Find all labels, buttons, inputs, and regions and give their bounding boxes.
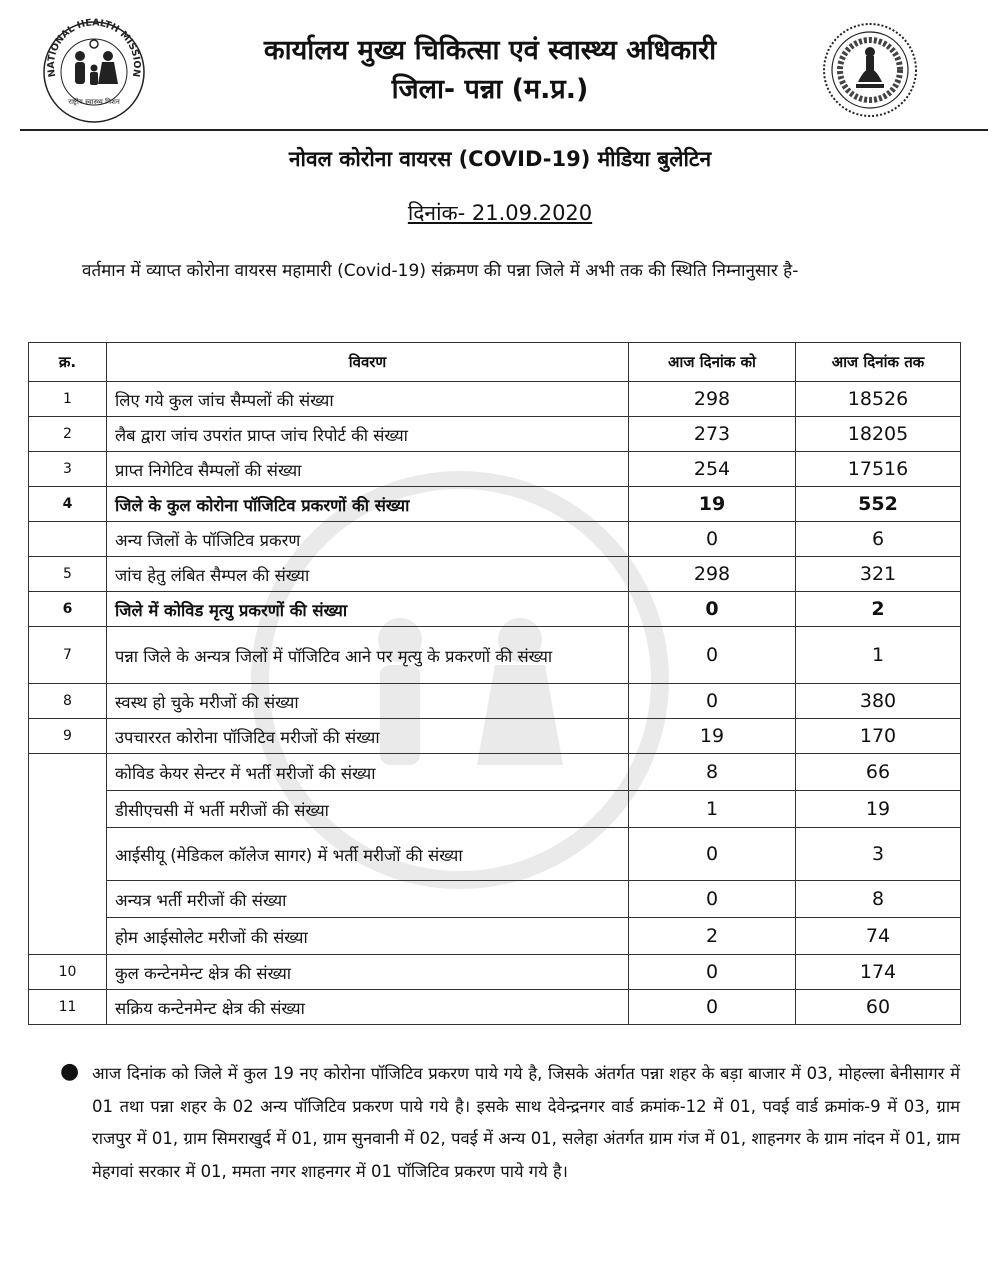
row-description: जिले के कुल कोरोना पॉजिटिव प्रकरणों की संख्या xyxy=(107,487,629,522)
row-today: 0 xyxy=(629,881,796,918)
row-serial: 8 xyxy=(29,684,107,719)
table-row xyxy=(29,918,961,955)
table-row xyxy=(29,627,961,684)
table-row xyxy=(29,382,961,417)
table-row xyxy=(29,417,961,452)
bulletin-date: दिनांक- 21.09.2020 xyxy=(407,201,593,225)
row-today: 0 xyxy=(629,684,796,719)
row-serial: 4 xyxy=(29,487,107,522)
row-today: 0 xyxy=(629,522,796,557)
table-row xyxy=(29,557,961,592)
row-total: 170 xyxy=(796,719,961,754)
row-today: 298 xyxy=(629,557,796,592)
covid-stats-table xyxy=(28,342,961,1025)
mp-state-emblem xyxy=(820,20,920,120)
row-serial: 10 xyxy=(29,955,107,990)
table-row xyxy=(29,684,961,719)
table-row xyxy=(29,990,961,1025)
table-row xyxy=(29,592,961,627)
row-serial: 1 xyxy=(29,382,107,417)
row-description: लैब द्वारा जांच उपरांत प्राप्त जांच रिपोर्ट की संख्या xyxy=(107,417,629,452)
row-description: उपचाररत कोरोना पॉजिटिव मरीजों की संख्या xyxy=(107,719,629,754)
bullet-note xyxy=(60,1058,960,1188)
row-today: 0 xyxy=(629,592,796,627)
left-logo-subtext: राष्ट्रीय स्वास्थ्य मिशन xyxy=(68,98,120,106)
row-today: 0 xyxy=(629,990,796,1025)
row-today: 273 xyxy=(629,417,796,452)
row-total: 6 xyxy=(796,522,961,557)
row-today: 2 xyxy=(629,918,796,955)
row-today: 19 xyxy=(629,719,796,754)
row-serial: 7 xyxy=(29,627,107,684)
table-header-row xyxy=(29,343,961,382)
header-divider xyxy=(20,129,988,131)
row-description: कुल कन्टेनमेन्ट क्षेत्र की संख्या xyxy=(107,955,629,990)
row-description: प्राप्त निगेटिव सैम्पलों की संख्या xyxy=(107,452,629,487)
row-description: अन्य जिलों के पॉजिटिव प्रकरण xyxy=(107,522,629,557)
row-total: 380 xyxy=(796,684,961,719)
row-today: 0 xyxy=(629,828,796,881)
table-row xyxy=(29,828,961,881)
left-logo-arc-text: NATIONAL HEALTH MISSION xyxy=(45,18,143,78)
row-total: 2 xyxy=(796,592,961,627)
row-serial xyxy=(29,522,107,557)
office-title: कार्यालय मुख्य चिकित्सा एवं स्वास्थ्य अधिकारी xyxy=(263,35,717,66)
national-health-mission-logo xyxy=(40,18,148,126)
table-row xyxy=(29,522,961,557)
header-serial: क्र. xyxy=(29,343,107,382)
row-serial: 3 xyxy=(29,452,107,487)
row-total: 321 xyxy=(796,557,961,592)
header-total: आज दिनांक तक xyxy=(796,343,961,382)
row-total: 1 xyxy=(796,627,961,684)
row-description: सक्रिय कन्टेनमेन्ट क्षेत्र की संख्या xyxy=(107,990,629,1025)
intro-paragraph: वर्तमान में व्याप्त कोरोना वायरस महामारी (Covid-19) संक्रमण की पन्ना जिले में अभी तक की स्थिति निम्नानुसार है- xyxy=(82,261,799,281)
row-today: 1 xyxy=(629,791,796,828)
row-total: 3 xyxy=(796,828,961,881)
row-total: 66 xyxy=(796,754,961,791)
row-today: 0 xyxy=(629,955,796,990)
table-row xyxy=(29,881,961,918)
row-description: आईसीयू (मेडिकल कॉलेज सागर) में भर्ती मरीजों की संख्या xyxy=(107,828,629,881)
row-description: पन्ना जिले के अन्यत्र जिलों में पॉजिटिव आने पर मृत्यु के प्रकरणों की संख्या xyxy=(107,627,629,684)
row-description: अन्यत्र भर्ती मरीजों की संख्या xyxy=(107,881,629,918)
row-total: 18526 xyxy=(796,382,961,417)
row-total: 18205 xyxy=(796,417,961,452)
row-description: लिए गये कुल जांच सैम्पलों की संख्या xyxy=(107,382,629,417)
bulletin-title: नोवल कोरोना वायरस (COVID-19) मीडिया बुलेटिन xyxy=(288,147,712,171)
row-today: 254 xyxy=(629,452,796,487)
row-serial: 5 xyxy=(29,557,107,592)
district-name: जिला- पन्ना (म.प्र.) xyxy=(391,74,589,105)
row-total: 552 xyxy=(796,487,961,522)
table-row xyxy=(29,955,961,990)
row-today: 8 xyxy=(629,754,796,791)
row-description: जांच हेतु लंबित सैम्पल की संख्या xyxy=(107,557,629,592)
row-description: होम आईसोलेट मरीजों की संख्या xyxy=(107,918,629,955)
row-total: 60 xyxy=(796,990,961,1025)
row-serial: 6 xyxy=(29,592,107,627)
row-description: कोविड केयर सेन्टर में भर्ती मरीजों की संख्या xyxy=(107,754,629,791)
table-row xyxy=(29,754,961,791)
note-text: आज दिनांक को जिले में कुल 19 नए कोरोना पॉजिटिव प्रकरण पाये गये है, जिसके अंतर्गत पन्ना शहर के बड़ा बाजार में 03, मोहल्ला बेनीसागर में 01 तथा पन्ना शहर के 02 अन्य पॉजिटिव प्रकरण पाये गये है। इसके साथ देवेन्द्रनगर वार्ड क्रमांक-12 में 01, पवई वार्ड क्रमांक-9 में 03, ग्राम राजपुर में 01, ग्राम सिमराखुर्द में 01, ग्राम सुनवानी में 02, पवई में अन्य 01, सलेहा अंतर्गत ग्राम गंज में 01, शाहनगर के ग्राम नांदन में 01, ग्राम मेहगवां सरकार में 01, ममता नगर शाहनगर में 01 पॉजिटिव प्रकरण पाये गये है। xyxy=(92,1064,960,1181)
row-total: 174 xyxy=(796,955,961,990)
row-serial: 11 xyxy=(29,990,107,1025)
row-description: डीसीएचसी में भर्ती मरीजों की संख्या xyxy=(107,791,629,828)
row-description: स्वस्थ हो चुके मरीजों की संख्या xyxy=(107,684,629,719)
table-row xyxy=(29,719,961,754)
row-serial: 9 xyxy=(29,719,107,754)
row-today: 0 xyxy=(629,627,796,684)
row-today: 298 xyxy=(629,382,796,417)
row-total: 17516 xyxy=(796,452,961,487)
row-serial-group xyxy=(29,754,107,955)
row-total: 8 xyxy=(796,881,961,918)
row-today: 19 xyxy=(629,487,796,522)
table-row xyxy=(29,791,961,828)
row-total: 19 xyxy=(796,791,961,828)
bullet-dot-icon: ● xyxy=(60,1059,80,1084)
row-total: 74 xyxy=(796,918,961,955)
table-row xyxy=(29,452,961,487)
header-description: विवरण xyxy=(107,343,629,382)
row-serial: 2 xyxy=(29,417,107,452)
row-description: जिले में कोविड मृत्यु प्रकरणों की संख्या xyxy=(107,592,629,627)
table-row xyxy=(29,487,961,522)
header-today: आज दिनांक को xyxy=(629,343,796,382)
